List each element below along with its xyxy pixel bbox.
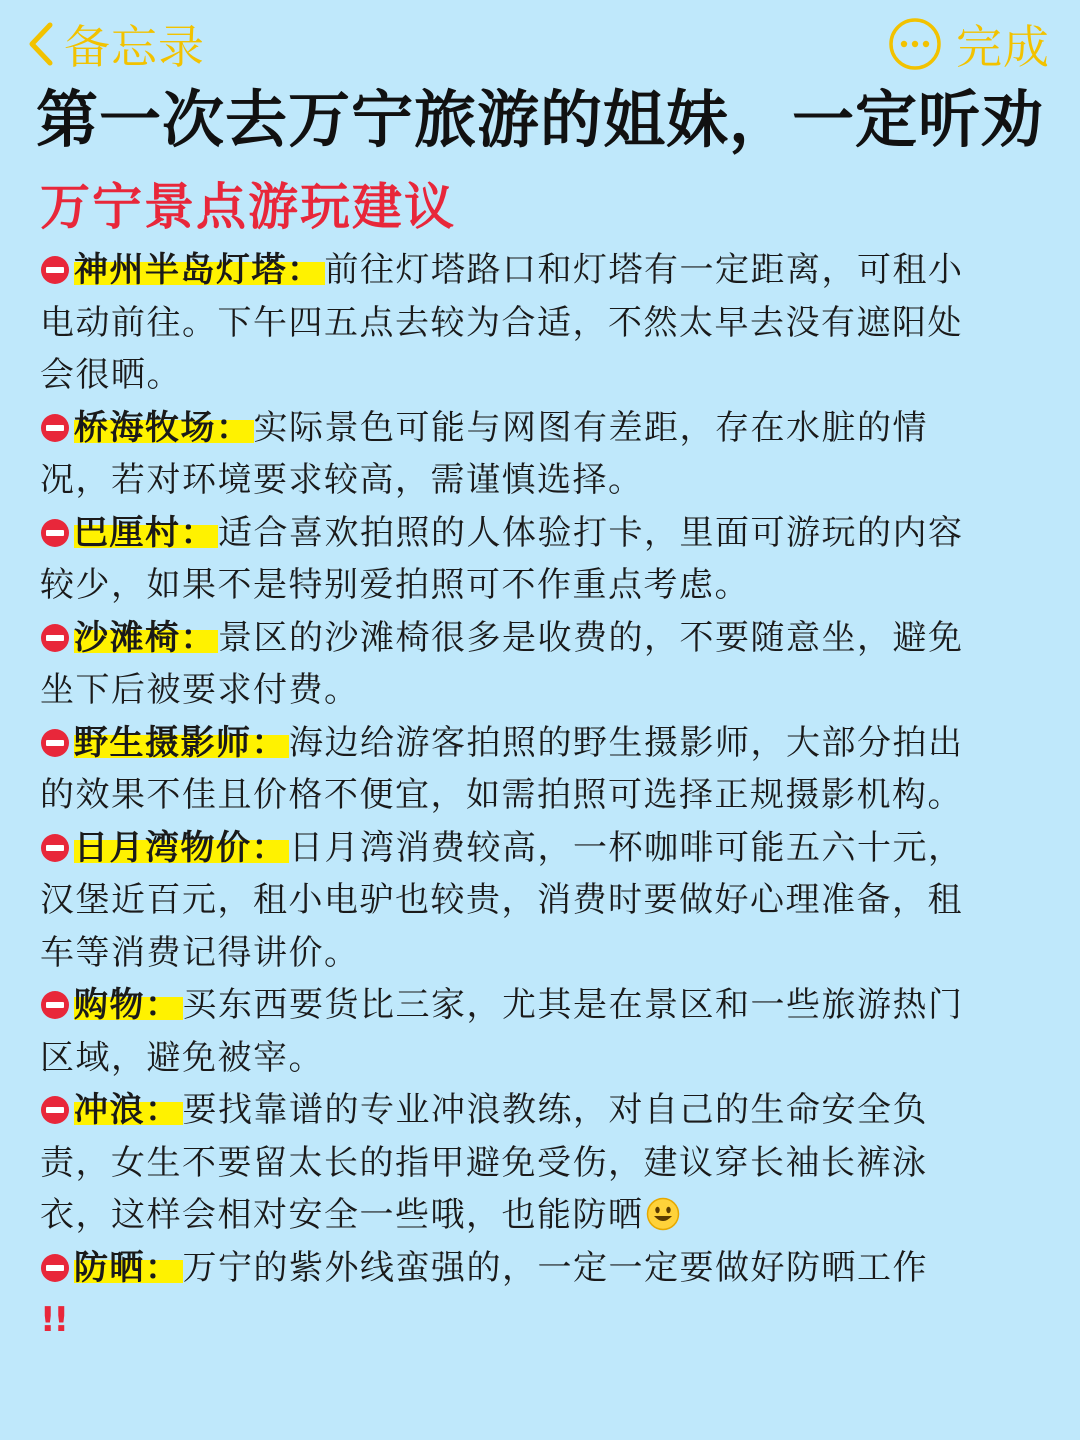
tip-item	[40, 979, 980, 1084]
tip-item	[40, 244, 980, 402]
tip-label: 冲浪：	[74, 1090, 181, 1130]
no-entry-icon	[40, 623, 70, 653]
tip-item	[40, 822, 980, 980]
tip-label: 神州半岛灯塔：	[74, 250, 323, 290]
tip-item	[40, 612, 980, 717]
tip-label: 野生摄影师：	[74, 722, 287, 763]
no-entry-icon	[40, 728, 70, 758]
tip-label: 沙滩椅：	[74, 617, 216, 658]
tip-label: 防晒：	[74, 1247, 181, 1288]
tip-label: 日月湾物价：	[74, 827, 287, 868]
done-button[interactable]: 完成	[956, 20, 1050, 74]
back-button[interactable]	[26, 14, 205, 74]
tip-text: 景区的沙滩椅很多是收费的，不要随意坐，避免坐下后被要求付费。	[40, 617, 964, 710]
tip-item	[40, 402, 980, 507]
no-entry-icon	[40, 413, 70, 443]
no-entry-icon	[40, 1095, 70, 1125]
no-entry-icon	[40, 990, 70, 1020]
tip-item	[40, 1084, 980, 1242]
tip-label: 桥海牧场：	[74, 407, 252, 448]
tip-text: 前往灯塔路口和灯塔有一定距离，可租小电动前往。下午四五点去较为合适，不然太早去没有遮阳处会很晒。	[40, 250, 964, 395]
tip-text: 海边给游客拍照的野生摄影师，大部分拍出的效果不佳且价格不便宜，如需拍照可选择正规摄影机构。	[40, 722, 964, 815]
tip-text: 日月湾消费较高，一杯咖啡可能五六十元，汉堡近百元，租小电驴也较贵，消费时要做好心理准备，租车等消费记得讲价。	[40, 827, 964, 973]
navigation-bar	[0, 0, 1080, 86]
tip-item	[40, 1242, 980, 1347]
tip-text: 适合喜欢拍照的人体验打卡，里面可游玩的内容较少，如果不是特别爱拍照可不作重点考虑。	[40, 512, 964, 605]
double-exclamation-emoji: !!	[40, 1300, 68, 1340]
tip-text: 买东西要货比三家，尤其是在景区和一些旅游热门区域，避免被宰。	[40, 985, 964, 1078]
no-entry-icon	[40, 518, 70, 548]
note-body[interactable]	[40, 244, 980, 1347]
tip-text: 实际景色可能与网图有差距，存在水脏的情况，若对环境要求较高，需谨慎选择。	[40, 407, 928, 500]
smiley-emoji-icon	[646, 1197, 680, 1231]
more-dots-icon[interactable]	[888, 17, 942, 71]
no-entry-icon	[40, 833, 70, 863]
note-title: 第一次去万宁旅游的姐妹，一定听劝	[36, 83, 1045, 156]
section-heading: 万宁景点游玩建议	[40, 178, 456, 236]
tip-item	[40, 717, 980, 822]
no-entry-icon	[40, 1253, 70, 1283]
tip-label: 巴厘村：	[74, 512, 216, 553]
tip-label: 购物：	[74, 985, 181, 1025]
tip-item	[40, 507, 980, 612]
back-label: 备忘录	[64, 20, 205, 74]
no-entry-icon	[40, 255, 70, 285]
tip-text: 要找靠谱的专业冲浪教练，对自己的生命安全负责，女生不要留太长的指甲避免受伤，建议穿长袖长裤泳衣，这样会相对安全一些哦，也能防晒	[40, 1090, 928, 1235]
chevron-left-icon	[26, 21, 56, 67]
tip-text: 万宁的紫外线蛮强的，一定一定要做好防晒工作	[182, 1247, 928, 1288]
